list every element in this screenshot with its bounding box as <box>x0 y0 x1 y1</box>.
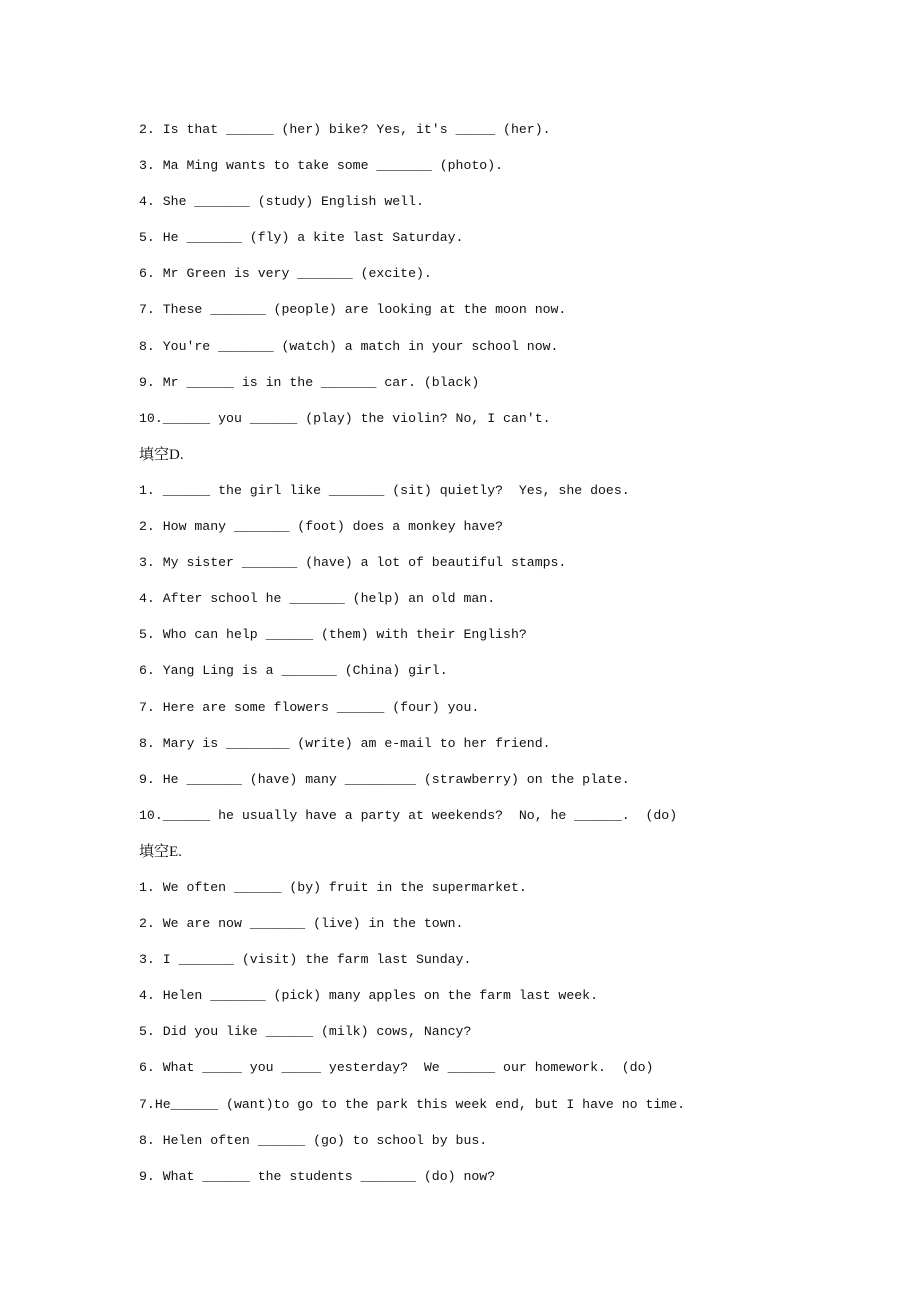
exercise-item: 5. He _______ (fly) a kite last Saturday. <box>139 230 464 246</box>
section-heading: 填空D. <box>139 446 184 463</box>
exercise-item: 2. How many _______ (foot) does a monkey have? <box>139 519 504 535</box>
exercise-item: 7.He______ (want)to go to the park this week end, but I have no time. <box>139 1096 686 1112</box>
exercise-item: 8. Helen often ______ (go) to school by bus. <box>139 1132 488 1148</box>
exercise-item: 5. Did you like ______ (milk) cows, Nancy? <box>139 1024 472 1040</box>
exercise-item: 7. Here are some flowers ______ (four) you. <box>139 699 480 715</box>
exercise-item: 4. Helen _______ (pick) many apples on the farm last week. <box>139 988 598 1004</box>
exercise-item: 5. Who can help ______ (them) with their English? <box>139 627 527 643</box>
exercise-item: 4. She _______ (study) English well. <box>139 194 424 210</box>
exercise-item: 2. We are now _______ (live) in the town. <box>139 916 464 932</box>
exercise-item: 9. He _______ (have) many _________ (strawberry) on the plate. <box>139 771 630 787</box>
exercise-item: 1. ______ the girl like _______ (sit) quietly? Yes, she does. <box>139 482 630 498</box>
exercise-item: 3. Ma Ming wants to take some _______ (photo). <box>139 158 504 174</box>
exercise-item: 3. I _______ (visit) the farm last Sunday. <box>139 952 472 968</box>
exercise-item: 2. Is that ______ (her) bike? Yes, it's _____ (her). <box>139 122 551 137</box>
exercise-item: 9. Mr ______ is in the _______ car. (black) <box>139 374 480 390</box>
exercise-item: 6. What _____ you _____ yesterday? We ______ our homework. (do) <box>139 1060 654 1076</box>
exercise-item: 6. Mr Green is very _______ (excite). <box>139 266 432 282</box>
exercise-item: 3. My sister _______ (have) a lot of beautiful stamps. <box>139 555 567 571</box>
section-heading: 填空E. <box>139 843 182 860</box>
exercise-item: 10.______ you ______ (play) the violin? No, I can't. <box>139 410 551 426</box>
exercise-item: 8. Mary is ________ (write) am e-mail to her friend. <box>139 735 551 751</box>
exercise-item: 4. After school he _______ (help) an old man. <box>139 591 496 607</box>
exercise-item: 9. What ______ the students _______ (do) now? <box>139 1168 496 1184</box>
exercise-item: 10.______ he usually have a party at weekends? No, he ______. (do) <box>139 807 678 823</box>
exercise-item: 6. Yang Ling is a _______ (China) girl. <box>139 663 448 679</box>
worksheet-document <box>139 119 779 1202</box>
exercise-item: 7. These _______ (people) are looking at the moon now. <box>139 302 567 318</box>
exercise-item: 8. You're _______ (watch) a match in your school now. <box>139 338 559 354</box>
exercise-item: 1. We often ______ (by) fruit in the supermarket. <box>139 879 527 895</box>
